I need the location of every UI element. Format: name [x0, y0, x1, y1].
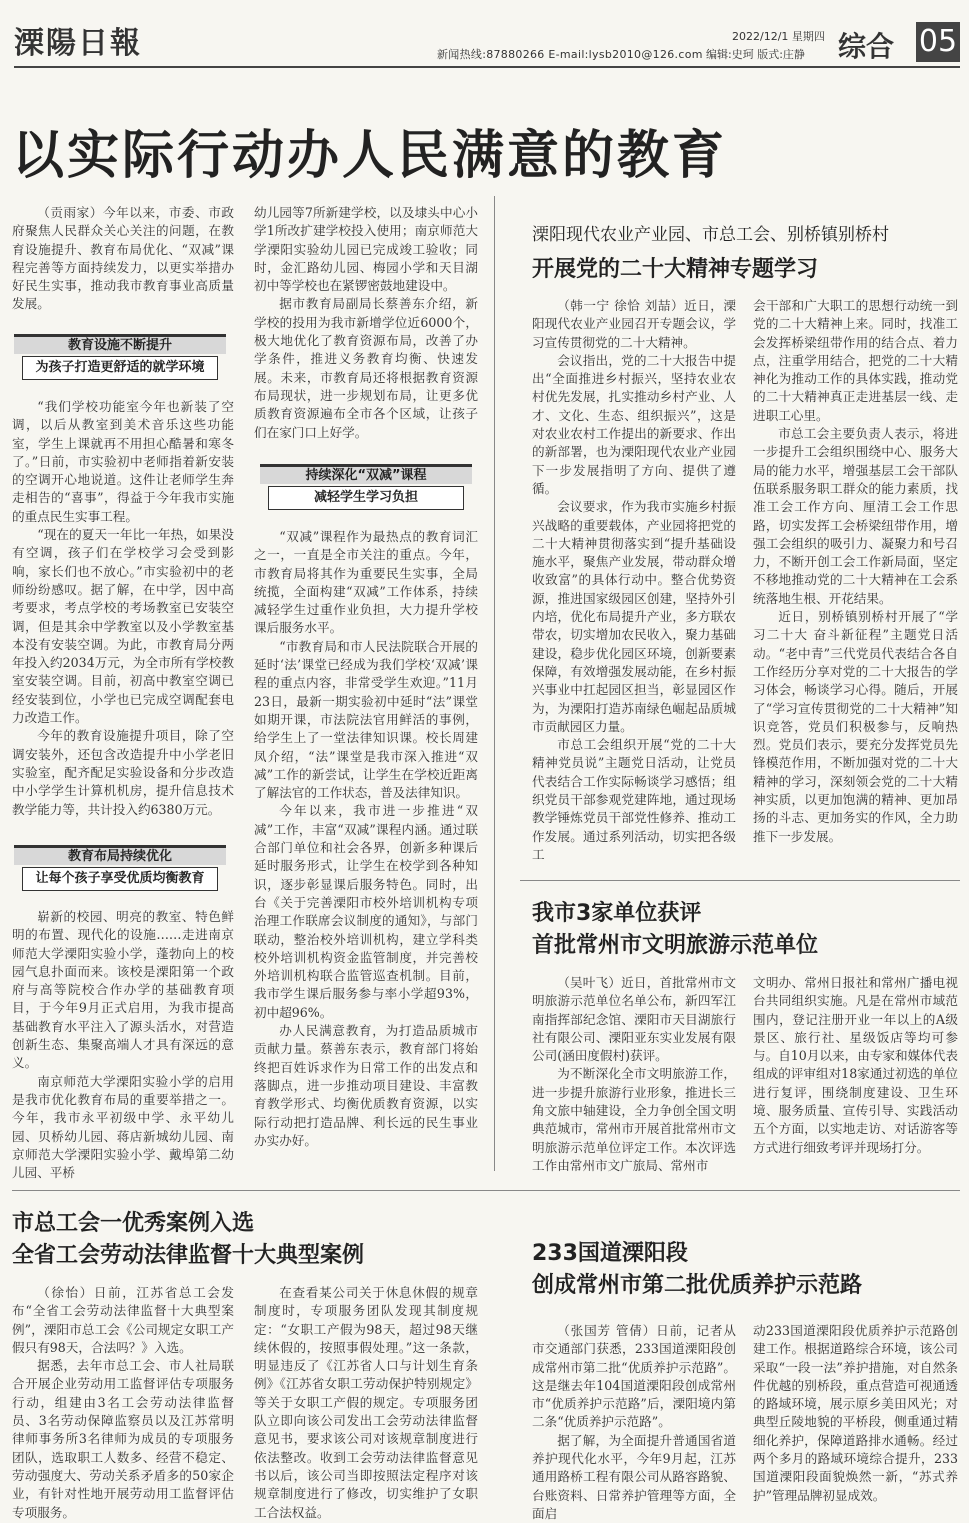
party-column-1 — [532, 297, 736, 864]
edu-subhead-facilities — [14, 334, 226, 382]
page-number: 05 — [916, 22, 960, 62]
road-column-1 — [532, 1322, 736, 1523]
union-paragraph: 据悉，去年市总工会、市人社局联合开展企业劳动用工监督评估专项服务行动，组建由3名工会劳动法律监督员、3名劳动保障监察员以及江苏常明律师事务所3名律师为成员的专项服务团队，选取职工人数多、经营不稳定、劳动强度大、劳动关系矛盾多的50家企业，有针对性地开展劳动用工监督评估专项服务。 — [12, 1358, 234, 1520]
edu-paragraph: 据市教育局副局长蔡善东介绍，新学校的投用为我市新增学位近6000个，极大地优化了教育资源布局，改善了办学条件，推进义务教育均衡、快速发展。未来，市教育局还将根据教育资源布局现状，进一步规划布局，让更多优质教育资源遍布全市各个区域，让孩子们在家门口上好学。 — [254, 296, 478, 440]
edu-paragraph: 今年的教育设施提升项目，除了空调安装外，还包含改造提升中小学老旧实验室，配齐配足实验设备和分步改造中小学学生计算机机房，提升信息技术教学能力等，共计投入约6380万元。 — [12, 728, 234, 817]
party-paragraph: 市总工会主要负责人表示，将进一步提升工会组织围绕中心、服务大局的能力水平，增强基层工会干部队伍联系服务职工群众的能力素质，找准工会工作方向、厘清工会工作思路，切实发挥工会桥梁纽带作用，增强工会组织的吸引力、凝聚力和号召力，不断开创工会工作新局面，坚定不移地推动党的二十大精神在工会系统落地生根、开花结果。 — [753, 426, 958, 606]
party-kicker: 溧阳现代农业产业园、市总工会、别桥镇别桥村 — [532, 225, 889, 245]
edu-column-1c — [12, 908, 234, 1182]
party-title: 开展党的二十大精神专题学习 — [532, 257, 819, 282]
party-column-2 — [753, 297, 958, 846]
edu-paragraph: 幼儿园等7所新建学校，以及埭头中心小学1所改扩建学校投入使用；南京师范大学溧阳实验幼儿园已完成竣工验收；同时，金汇路幼儿园、梅园小学和天目湖初中等学校也在紧锣密鼓地建设中。 — [254, 205, 478, 294]
union-column-1 — [12, 1284, 234, 1522]
tourism-paragraph: 文明办、常州日报社和常州广播电视台共同组织实施。凡是在常州市域范围内，登记注册开业一年以上的A级景区、旅行社、星级饭店等均可参与。自10月以来，由专家和媒体代表组成的评审组对18家通过初选的单位进行复评，围绕制度建设、卫生环境、服务质量、宣传引导、实践活动五个方面，以实地走访、对话游客等方式进行细致考评并现场打分。 — [753, 975, 958, 1155]
tourism-column-2 — [753, 974, 958, 1157]
tourism-paragraph: 为不断深化全市文明旅游工作，进一步提升旅游行业形象，推进长三角文旅中轴建设，全力争创全国文明典范城市，常州市开展首批常州市文明旅游示范单位评定工作。本次评选工作由常州市文广旅局、常州市 — [532, 1066, 736, 1173]
masthead-rule — [14, 66, 960, 68]
section-name: 综合 — [838, 30, 895, 63]
edu-paragraph: “现在的夏天一年比一年热，如果没有空调，孩子们在学校学习会受到影响，家长们也不放心。”市实验初中的老师纷纷感叹。据了解，在中学，因中高考要求，考点学校的考场教室已安装空调，但是其余中学教室以及小学教室基本没有安装空调。为此，市教育局分两年投入约2034万元，为全市所有学校教室安装空调。目前，初高中教室空调已经安装到位，小学也已完成空调配套电力改造工作。 — [12, 527, 234, 726]
subhead-subtitle: 减轻学生学习负担 — [268, 486, 464, 510]
road-column-2 — [753, 1322, 958, 1505]
party-paragraph: 会议指出，党的二十大报告中提出“全面推进乡村振兴，坚持农业农村优先发展，扎实推动乡村产业、人才、文化、生态、组织振兴”，这是对农业农村工作提出的新要求、作出的新部署，也为溧阳现代农业产业园下一步发展指明了方向、提供了遵循。 — [532, 352, 736, 496]
party-paragraph: 会议要求，作为我市实施乡村振兴战略的重要载体，产业园将把党的二十大精神贯彻落实到“提升基础设施水平，聚焦产业发展，带动群众增收致富”的具体行动中。整合优势资源，推进国家级园区创建，坚持外引内培，优化布局提升产业，多方联农带农，切实增加农民收入，聚力基础建设，稳步优化园区环境，创新要素保障，有效增强发展动能，在乡村振兴事业中扛起园区担当，彰显园区作为，为溧阳打造苏南绿色崛起品质城市贡献园区力量。 — [532, 499, 736, 734]
party-paragraph: 近日，别桥镇别桥村开展了“学习二十大 奋斗新征程”主题党日活动。“老中青”三代党员代表结合各自工作经历分享对党的二十大报告的学习体会，畅谈学习心得。随后，开展了“学习宣传贯彻党的二十大精神”知识竞答，党员们积极参与，反响热烈。党员们表示，要充分发挥党员先锋模范作用，不断加强对党的二十大精神的学习，深刻领会党的二十大精神实质，以更加饱满的精神、更加昂扬的斗志、更加务实的作风，全力助推下一步发展。 — [753, 609, 958, 844]
edu-column-1 — [12, 204, 234, 314]
subhead-subtitle: 为孩子打造更舒适的就学环境 — [22, 356, 218, 380]
union-title-line-2: 全省工会劳动法律监督十大典型案例 — [12, 1243, 365, 1268]
edu-paragraph: “双减”课程作为最热点的教育词汇之一，一直是全市关注的重点。今年，市教育局将其作为重要民生实事，全局统揽，全面构建“双减”工作体系，持续减轻学生过重作业负担，大力提升学校课后服务水平。 — [254, 529, 478, 636]
edu-paragraph: 办人民满意教育，为打造品质城市贡献力量。蔡善东表示，教育部门将始终把百姓诉求作为日常工作的出发点和落脚点，进一步推动项目建设、丰富教育教学形式、均衡优质教育资源，以实际行动把打造品牌、利长远的民生事业办实办好。 — [254, 1023, 478, 1148]
subhead-title: 持续深化“双减”课程 — [260, 464, 472, 484]
edu-paragraph: 今年以来，我市进一步推进“双减”工作，丰富“双减”课程内涵。通过联合部门单位和社会各界，创新多种课后延时服务形式，让学生在校学到各种知识，逐步彰显课后服务特色。同时，出台《关于完善溧阳市校外培训机构专项治理工作联席会议制度的通知》，与部门联动，整治校外培训机构，建立学科类校外培训机构资金监管制度，并完善校外培训机构联合监管巡查机制。目前，我市学生课后服务参与率小学超93%，初中超96%。 — [254, 803, 478, 1020]
section-rule — [12, 1190, 960, 1191]
subhead-title: 教育设施不断提升 — [14, 334, 226, 354]
road-title-line-1: 233国道溧阳段 — [532, 1241, 688, 1266]
party-paragraph: 市总工会组织开展“党的二十大精神党员说”主题党日活动，让党员代表结合工作实际畅谈学习感悟；组织党员干部参观党建阵地，通过现场教学锤炼党员干部党性修养、推动工作发展。通过系列活动，切实把各级工 — [532, 737, 736, 862]
tourism-title-line-2: 首批常州市文明旅游示范单位 — [532, 933, 819, 958]
road-paragraph: 动233国道溧阳段优质养护示范路创建工作。根据道路综合环境，该公司采取“一段一法”养护措施，对自然条件优越的别桥段，重点营造可视通透的路域环境，展示原乡美田风光；对典型丘陵地貌的平桥段，侧重通过精细化养护，保障道路排水通畅。经过两个多月的路域环境综合提升，233国道溧阳段面貌焕然一新，“苏式养护”管理品牌初显成效。 — [753, 1323, 958, 1503]
edu-paragraph: “我们学校功能室今年也新装了空调，以后从教室到美术音乐这些功能室，学生上课就再不用担心酷暑和寒冬了。”日前，市实验初中老师指着新安装的空调开心地说道。这件让老师学生奔走相告的“喜事”，得益于今年我市实施的重点民生实事工程。 — [12, 399, 234, 524]
edu-paragraph: 崭新的校园、明亮的教室、特色鲜明的布置、现代化的设施……走进南京师范大学溧阳实验小学，蓬勃向上的校园气息扑面而来。该校是溧阳第一个政府与高等院校合作办学的基础教育项目，于今年9月正式启用，为我市提高基础教育水平注入了源头活水，对营造创新生态、集聚高端人才具有深远的意义。 — [12, 909, 234, 1071]
edu-paragraph: 南京师范大学溧阳实验小学的启用是我市优化教育布局的重要举措之一。今年，我市永平初级中学、永平幼儿园、贝桥幼儿园、蒋店新城幼儿园、南京师范大学溧阳实验小学、戴埠第二幼儿园、平桥 — [12, 1073, 234, 1181]
main-headline: 以实际行动办人民满意的教育 — [12, 126, 728, 186]
union-paragraph: （徐怡）日前，江苏省总工会发布“全省工会劳动法律监督十大典型案例”，溧阳市总工会《公司规定女职工产假只有98天，合法吗？》入选。 — [12, 1285, 234, 1355]
tourism-paragraph: （吴叶飞）近日，首批常州市文明旅游示范单位名单公布，新四军江南指挥部纪念馆、溧阳市天目湖旅行社有限公司、溧阳亚东实业发展有限公司(涵田度假村)获评。 — [532, 975, 736, 1064]
party-paragraph: 会干部和广大职工的思想行动统一到党的二十大精神上来。同时，找准工会发挥桥梁纽带作用的结合点、着力点，注重学用结合，把党的二十大精神化为推动工作的具体实践，推动党的二十大精神真正走进基层一线、走进职工心里。 — [753, 298, 958, 423]
edu-subhead-layout — [14, 845, 226, 893]
road-paragraph: 据了解，为全面提升普通国省道养护现代化水平，今年9月起，江苏通用路桥工程有限公司从路容路貌、台账资料、日常养护管理等方面，全面启 — [532, 1432, 736, 1521]
subhead-subtitle: 让每个孩子享受优质均衡教育 — [22, 867, 218, 891]
road-paragraph: （张国芳 管倩）日前，记者从市交通部门获悉，233国道溧阳段创成常州市第二批“优质养护示范路”。这是继去年104国道溧阳段创成常州市“优质养护示范路”后，溧阳境内第二条“优质养护示范路”。 — [532, 1323, 736, 1430]
edu-column-2 — [254, 204, 478, 442]
party-paragraph: （韩一宁 徐恰 刘喆）近日，溧阳现代农业产业园召开专题会议，学习宣传贯彻党的二十大精神。 — [532, 298, 736, 350]
tourism-column-1 — [532, 974, 736, 1175]
edu-paragraph: （贡雨家）今年以来，市委、市政府聚焦人民群众关心关注的问题，在教育设施提升、教育布局优化、“双减”课程完善等方面持续发力，以更实举措办好民生实事，推动我市教育事业高质量发展。 — [12, 205, 234, 312]
union-column-2 — [254, 1284, 478, 1522]
editor-credits: 编辑:史珂 版式:庄静 — [706, 48, 805, 61]
edu-paragraph: “市教育局和市人民法院联合开展的延时‘法’课堂已经成为我们学校‘双减’课程的重点内容，非常受学生欢迎。”11月23日，最新一期实验初中延时“法”课堂如期开课，市法院法官用鲜活的事例，给学生上了一堂法律知识课。校长周建凤介绍，“法”课堂是我市深入推进“双减”工作的新尝试，让学生在学校近距离了解法官的工作状态，普及法律知识。 — [254, 638, 478, 801]
column-divider — [494, 196, 495, 1171]
road-title-line-2: 创成常州市第二批优质养护示范路 — [532, 1273, 863, 1298]
edu-subhead-double-reduction — [260, 464, 472, 512]
edu-column-2b — [254, 528, 478, 1150]
newspaper-logo: 溧陽日報 — [14, 26, 142, 61]
tourism-title-line-1: 我市3家单位获评 — [532, 901, 702, 926]
union-title-line-1: 市总工会一优秀案例入选 — [12, 1211, 255, 1236]
section-rule — [520, 880, 960, 881]
union-paragraph: 在查看某公司关于休息休假的规章制度时，专项服务团队发现其制度规定：“女职工产假为98天，超过98天继续休假的，按照事假处理。”这一条款，明显违反了《江苏省人口与计划生育条例》《江苏省女职工劳动保护特别规定》等关于女职工产假的规定。专项服务团队立即向该公司发出工会劳动法律监督意见书，要求该公司对该规章制度进行依法整改。收到工会劳动法律监督意见书以后，该公司当即按照法定程序对该规章制度进行了修改，切实维护了女职工合法权益。 — [254, 1285, 478, 1520]
subhead-title: 教育布局持续优化 — [14, 845, 226, 865]
issue-date: 2022/12/1 星期四 — [732, 30, 825, 43]
hotline-text: 新闻热线:87880266 E-mail:lysb2010@126.com — [437, 48, 703, 61]
edu-column-1b — [12, 398, 234, 819]
